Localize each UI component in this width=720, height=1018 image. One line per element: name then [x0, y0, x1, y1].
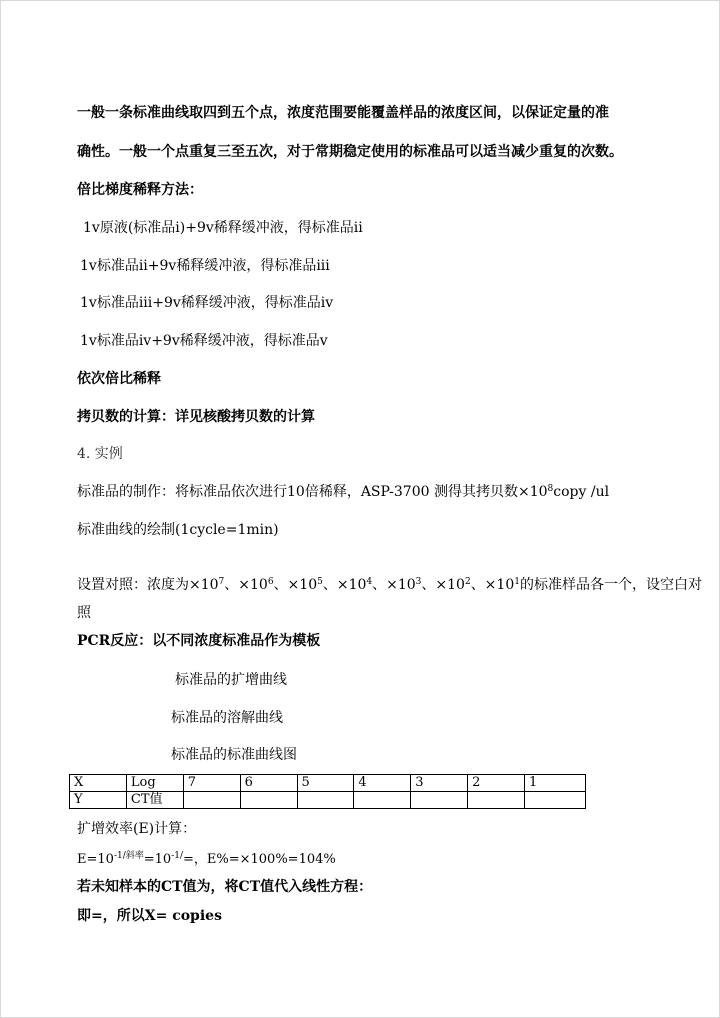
dilution-step-1: 1v原液(标准品i)+9v稀释缓冲液，得标准品ii [83, 220, 363, 236]
paragraph-controls-cont: 照 [77, 605, 91, 621]
exponent: 2 [464, 577, 471, 587]
paragraph-unknown-sample: 若未知样本的CT值为，将CT值代入线性方程： [77, 879, 373, 895]
controls-text: 、×10 [273, 577, 318, 593]
formula-text: E=10 [77, 852, 114, 867]
figure-caption-amplification: 标准品的扩增曲线 [175, 672, 287, 688]
table-cell: 4 [354, 775, 411, 792]
prep-text: 标准品的制作：将标准品依次进行10倍稀释，ASP-3700 测得其拷贝数×10 [77, 484, 548, 500]
table-cell: CT值 [126, 792, 183, 809]
paragraph-pcr-reaction: PCR反应：以不同浓度标准品作为模板 [77, 633, 321, 649]
table-cell [468, 792, 525, 809]
exponent: 3 [415, 577, 422, 587]
table-row [70, 792, 586, 809]
prep-exponent: 8 [547, 484, 554, 494]
data-table [69, 774, 586, 809]
paragraph-efficiency-heading: 扩增效率(E)计算： [77, 821, 197, 837]
table-cell: 7 [183, 775, 240, 792]
table-cell [183, 792, 240, 809]
paragraph-curve-drawing: 标准曲线的绘制(1cycle=1min) [77, 522, 279, 538]
paragraph-copy-number: 拷贝数的计算：详见核酸拷贝数的计算 [77, 409, 315, 425]
figure-caption-standard-curve: 标准品的标准曲线图 [171, 747, 297, 763]
table-cell: 3 [411, 775, 468, 792]
dilution-step-4: 1v标准品iv+9v稀释缓冲液，得标准品v [80, 333, 328, 349]
table-cell [354, 792, 411, 809]
table-cell [297, 792, 354, 809]
controls-text: 、×10 [322, 577, 367, 593]
heading-dilution-method: 倍比梯度稀释方法： [77, 182, 203, 198]
section-heading-example: 4. 实例 [77, 446, 123, 462]
figure-caption-melting: 标准品的溶解曲线 [171, 710, 283, 726]
formula-exponent: -1/斜率 [113, 851, 144, 861]
table-cell: Log [126, 775, 183, 792]
paragraph-serial-dilution: 依次倍比稀释 [77, 371, 161, 387]
formula-text: =，E%=×100%=104% [183, 852, 336, 867]
exponent: 5 [317, 577, 323, 587]
controls-text: 的标准样品各一个，设空白对 [519, 577, 702, 593]
paragraph-efficiency-formula [77, 851, 336, 869]
controls-text: 设置对照：浓度为×10 [77, 577, 219, 593]
table-cell [240, 792, 297, 809]
paragraph-standard-preparation [77, 483, 609, 501]
table-cell [525, 792, 586, 809]
table-row [70, 775, 586, 792]
formula-exponent: -1/ [171, 851, 183, 861]
table-cell: Y [70, 792, 127, 809]
exponent: 1 [514, 577, 520, 587]
dilution-step-2: 1v标准品ii+9v稀释缓冲液，得标准品iii [80, 258, 330, 274]
controls-text: 、×10 [224, 577, 268, 593]
paragraph-accuracy: 确性。一般一个点重复三至五次，对于常期稳定使用的标准品可以适当减少重复的次数。 [77, 144, 623, 160]
paragraph-result: 即=，所以X= copies [77, 908, 222, 924]
controls-text: 、×10 [372, 577, 416, 593]
table-cell: 2 [468, 775, 525, 792]
table-cell: 6 [240, 775, 297, 792]
table-cell: 1 [525, 775, 586, 792]
formula-text: =10 [143, 852, 172, 867]
table-cell [411, 792, 468, 809]
table-cell: 5 [297, 775, 354, 792]
exponent: 7 [218, 577, 225, 587]
dilution-step-3: 1v标准品iii+9v稀释缓冲液，得标准品iv [80, 295, 334, 311]
controls-text: 、×10 [470, 577, 515, 593]
table-cell: X [70, 775, 127, 792]
paragraph-standard-curve-points: 一般一条标准曲线取四到五个点，浓度范围要能覆盖样品的浓度区间，以保证定量的准 [77, 105, 609, 121]
exponent: 4 [366, 577, 373, 587]
exponent: 6 [267, 577, 274, 587]
controls-text: 、×10 [421, 577, 465, 593]
prep-unit: copy /ul [553, 484, 610, 500]
paragraph-controls [77, 576, 702, 594]
